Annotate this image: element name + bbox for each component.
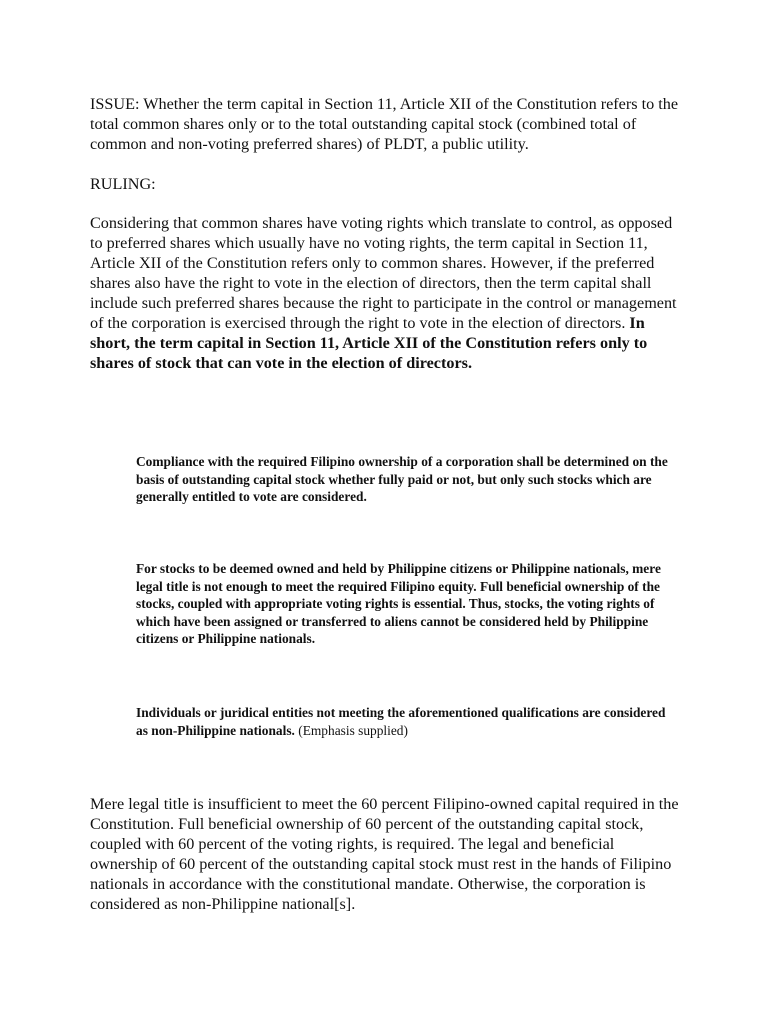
considering-bold-text: In short, the term capital in Section 11, Article XII of the Constitution refers only to shares of stock that can vote in the election of directors.: [90, 314, 648, 372]
quote-stocks-owned: [136, 560, 676, 648]
quote-compliance: [136, 453, 676, 506]
issue-paragraph: [90, 94, 680, 154]
considering-text: Considering that common shares have voting rights which translate to control, as opposed to preferred shares which usually have no voting rights, the term capital in Section 11, Article XII of the Constitution refers only to common shares. However, if the preferred shares also have the right to vote in the election of directors, then the term capital shall include such preferred shares because the right to participate in the control or management of the corporation is exercised through the right to vote in the election of directors.: [90, 214, 677, 332]
mere-legal-title-paragraph: [90, 794, 680, 914]
ruling-heading-text: RULING:: [90, 175, 156, 193]
quote-non-philippine-text: Individuals or juridical entities not meeting the aforementioned qualifications are considered as non-Philippine nationals.: [136, 705, 666, 738]
mere-legal-title-text: Mere legal title is insufficient to meet the 60 percent Filipino-owned capital required in the Constitution. Full beneficial ownership of 60 percent of the outstanding capital stock, coupled with 60 percent of the voting rights, is required. The legal and beneficial ownership of 60 percent of the outstanding capital stock must rest in the hands of Filipino nationals in accordance with the constitutional mandate. Otherwise, the corporation is considered as non-Philippine national[s].: [90, 795, 679, 913]
issue-text: ISSUE: Whether the term capital in Section 11, Article XII of the Constitution refers to the total common shares only or to the total outstanding capital stock (combined total of common and non-voting preferred shares) of PLDT, a public utility.: [90, 95, 679, 153]
quote-stocks-owned-text: For stocks to be deemed owned and held by Philippine citizens or Philippine nationals, mere legal title is not enough to meet the required Filipino equity. Full beneficial ownership of the stocks, coupled with appropriate voting rights is essential. Thus, stocks, the voting rights of which have been assigned or transferred to aliens cannot be considered held by Philippine citizens or Philippine nationals.: [136, 561, 661, 646]
quote-non-philippine: [136, 704, 676, 739]
emphasis-note: (Emphasis supplied): [298, 722, 408, 738]
quote-compliance-text: Compliance with the required Filipino ownership of a corporation shall be determined on the basis of outstanding capital stock whether fully paid or not, but only such stocks which are generally entitled to vote are considered.: [136, 454, 668, 504]
ruling-heading: [90, 174, 680, 194]
considering-paragraph: [90, 213, 680, 373]
